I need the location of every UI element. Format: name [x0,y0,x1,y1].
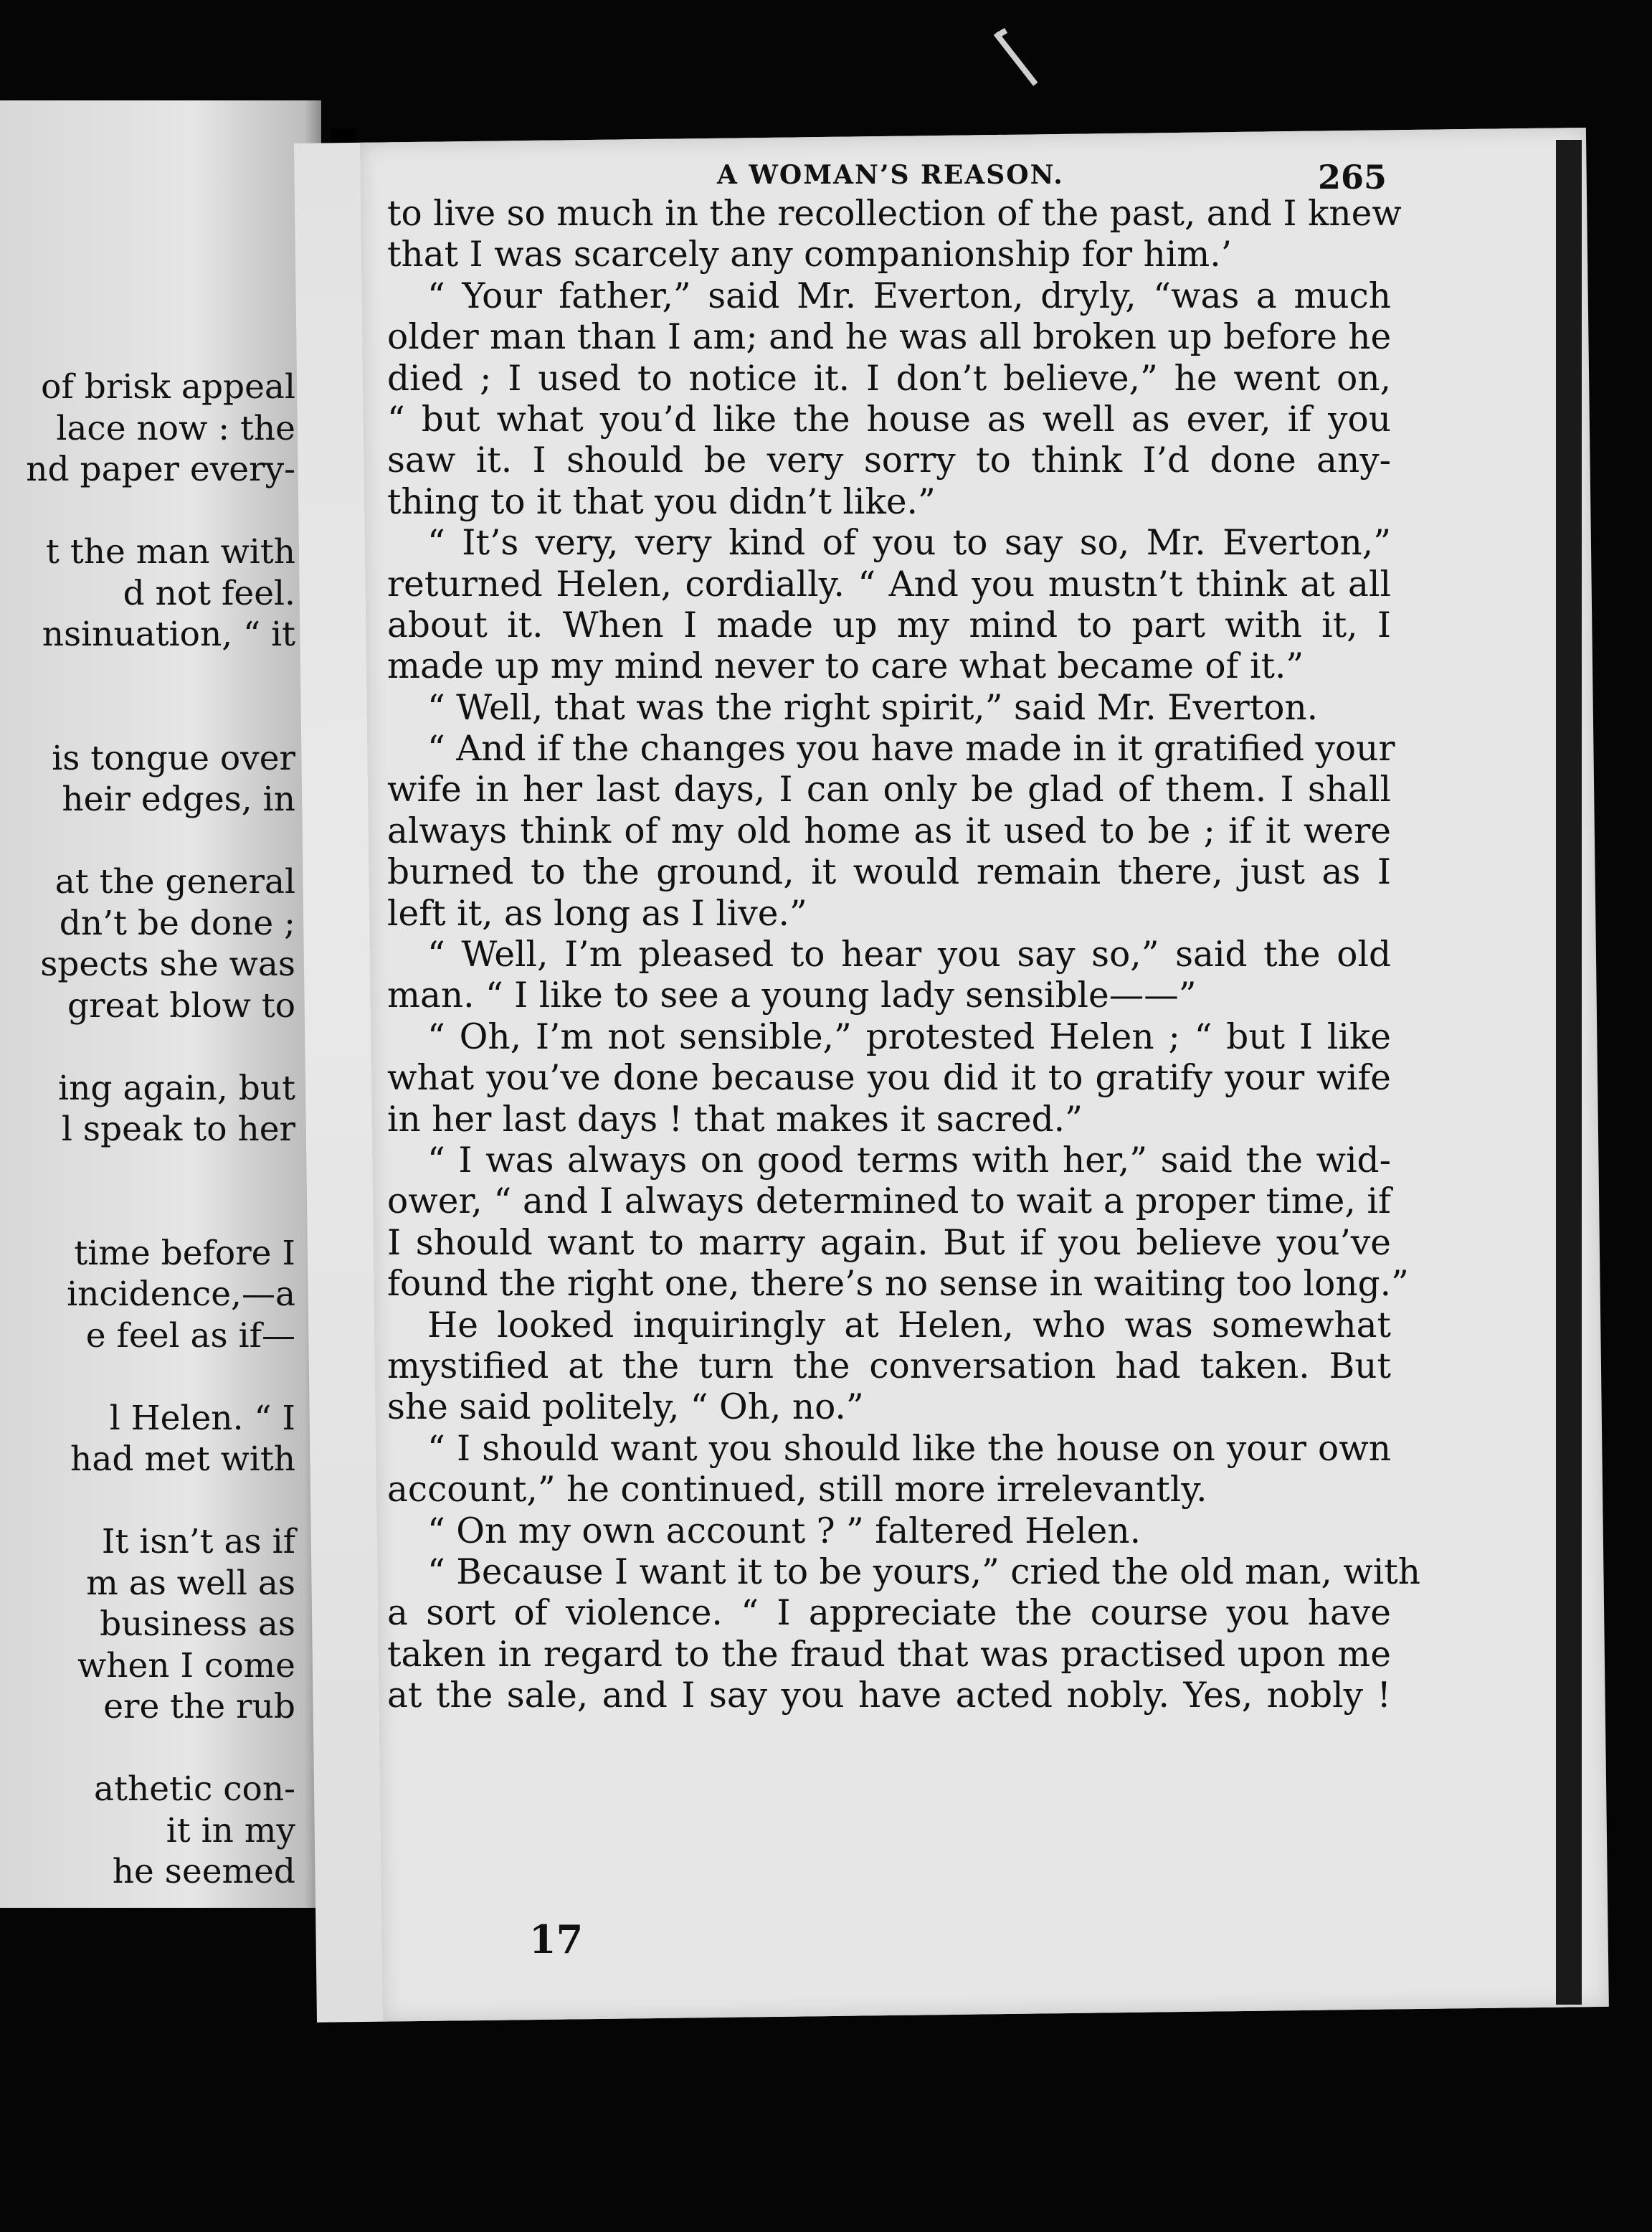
text-line: in her last days ! that makes it sacred.” [387,1099,1083,1140]
text-line: she said politely, “ Oh, no.” [387,1387,864,1428]
text-line: man. “ I like to see a young lady sensible——” [387,975,1197,1016]
left-page-line: ing again, but [58,1068,295,1108]
left-page [0,100,321,1908]
text-line: a sort of violence. “ I appreciate the course you have [387,1593,1391,1634]
text-line: “ Because I want it to be yours,” cried the old man, with [427,1551,1421,1592]
text-line: ower, “ and I always determined to wait a proper time, if [387,1181,1391,1222]
text-line: “ Well, that was the right spirit,” said Mr. Everton. [427,687,1319,728]
left-page-line: m as well as [86,1563,295,1603]
left-page-line: great blow to [67,985,295,1026]
text-line: made up my mind never to care what became of it.” [387,646,1304,687]
text-line: to live so much in the recollection of the past, and I knew [387,194,1402,234]
text-line: saw it. I should be very sorry to think I’d done any- [387,440,1391,481]
text-line: found the right one, there’s no sense in waiting too long.” [387,1264,1409,1305]
text-line: “ I should want you should like the house on your own [427,1428,1391,1469]
left-page-line: lace now : the [56,408,295,448]
text-line: “ It’s very, very kind of you to say so, Mr. Everton,” [427,523,1391,564]
text-line: taken in regard to the fraud that was practised upon me [387,1634,1391,1675]
running-head: A WOMAN’S REASON. [717,160,1064,190]
left-page-line: l Helen. “ I [109,1398,295,1438]
text-line: account,” he continued, still more irrelevantly. [387,1470,1207,1510]
left-page-line: l speak to her [61,1110,295,1149]
text-line: that I was scarcely any companionship for him.’ [387,235,1233,275]
text-line: burned to the ground, it would remain there, just as I [387,852,1391,893]
text-line: I should want to marry again. But if you believe you’ve [387,1222,1391,1263]
text-line: returned Helen, cordially. “ And you mustn’t think at all [387,564,1391,605]
text-line: “ On my own account ? ” faltered Helen. [427,1510,1141,1551]
left-page-line: ere the rub [103,1687,295,1726]
left-page-line: nsinuation, “ it [42,615,295,654]
text-line: thing to it that you didn’t like.” [387,481,936,522]
text-line: always think of my old home as it used to be ; if it were [387,810,1391,851]
left-page-line: spects she was [40,945,295,984]
signature-mark: 17 [529,1916,584,1962]
left-page-line: heir edges, in [62,780,295,819]
left-page-line: e feel as if— [85,1315,295,1356]
left-page-line: incidence,—a [67,1275,295,1314]
left-page-line: business as [100,1604,295,1644]
text-line: “ Oh, I’m not sensible,” protested Helen ; “ but I like [427,1016,1391,1057]
text-line: wife in her last days, I can only be glad of them. I shall [387,770,1391,810]
text-line: “ And if the changes you have made in it gratified your [427,729,1395,770]
left-page-line: at the general [54,862,295,902]
left-page-line: t the man with [46,532,295,572]
left-page-line: d not feel. [123,573,295,613]
text-line: about it. When I made up my mind to part with it, I [387,605,1391,646]
left-page-line: athetic con- [94,1769,295,1809]
left-page-line: time before I [74,1233,295,1273]
text-line: “ Your father,” said Mr. Everton, dryly, “was a much [427,275,1391,316]
text-line: what you’ve done because you did it to gratify your wife [387,1058,1391,1099]
text-line: He looked inquiringly at Helen, who was somewhat [427,1305,1391,1346]
text-line: died ; I used to notice it. I don’t believe,” he went on, [387,358,1391,399]
text-line: “ I was always on good terms with her,” said the wid- [427,1140,1391,1181]
left-page-line: dn’t be done ; [59,903,295,943]
text-line: mystified at the turn the conversation had taken. But [387,1346,1391,1386]
page-number: 265 [1318,158,1387,197]
text-line: left it, as long as I live.” [387,893,807,934]
text-line: “ Well, I’m pleased to hear you say so,” said the old [427,935,1391,975]
text-line: older man than I am; and he was all broken up before he [387,317,1392,358]
body-text [387,194,1421,1716]
left-page-line: had met with [70,1439,295,1479]
text-line: at the sale, and I say you have acted nobly. Yes, nobly ! [387,1675,1391,1716]
left-page-line: It isn’t as if [101,1522,295,1561]
left-page-line: nd paper every- [26,450,295,489]
left-page-line: he seemed [112,1852,295,1891]
left-page-line: is tongue over [52,738,295,778]
text-line: “ but what you’d like the house as well as ever, if you [387,399,1391,440]
left-page-line: it in my [166,1810,295,1850]
page-edge-shadow [1556,140,1582,2005]
left-page-line: when I come [77,1645,295,1685]
left-page-line: of brisk appeal [41,367,295,407]
stray-mark [994,32,1038,86]
